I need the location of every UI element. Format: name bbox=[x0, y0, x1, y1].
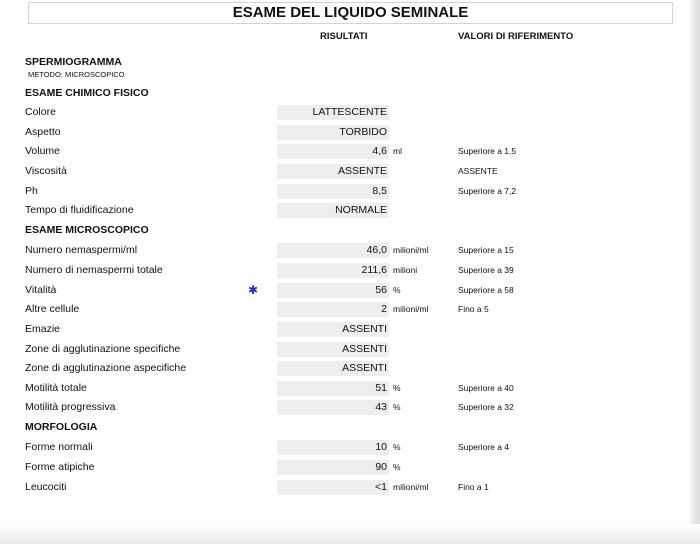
value-box bbox=[277, 263, 389, 278]
value-box bbox=[277, 125, 389, 140]
row-value: 43 bbox=[375, 401, 387, 413]
result-row bbox=[0, 203, 690, 218]
row-unit: % bbox=[393, 462, 401, 472]
result-row bbox=[0, 263, 690, 278]
row-label: Forme atipiche bbox=[25, 461, 95, 473]
value-box bbox=[277, 361, 389, 376]
section-esame-chimico-fisico: ESAME CHIMICO FISICO bbox=[25, 87, 149, 99]
row-unit: % bbox=[393, 383, 401, 393]
row-value: 46,0 bbox=[366, 244, 387, 256]
row-value: 8,5 bbox=[372, 185, 387, 197]
result-row bbox=[0, 460, 690, 475]
out-of-range-flag-icon: ✱ bbox=[248, 283, 259, 297]
row-reference: Superiore a 40 bbox=[458, 383, 514, 393]
row-reference: Superiore a 58 bbox=[458, 285, 514, 295]
result-row bbox=[0, 164, 690, 179]
value-box bbox=[277, 164, 389, 179]
row-label: Motilità progressiva bbox=[25, 401, 116, 413]
row-value: NORMALE bbox=[335, 204, 387, 216]
result-row bbox=[0, 361, 690, 376]
row-value: 10 bbox=[375, 441, 387, 453]
row-label: Vitalità bbox=[25, 284, 57, 296]
value-box bbox=[277, 322, 389, 337]
row-label: Numero di nemaspermi totale bbox=[25, 264, 163, 276]
result-row bbox=[0, 342, 690, 357]
row-label: Zone di agglutinazione aspecifiche bbox=[25, 362, 187, 374]
row-value: 2 bbox=[381, 303, 387, 315]
row-value: 211,6 bbox=[361, 264, 387, 276]
row-reference: Superiore a 32 bbox=[458, 402, 514, 412]
row-unit: % bbox=[393, 285, 401, 295]
value-box bbox=[277, 302, 389, 317]
row-unit: milioni/ml bbox=[393, 304, 429, 314]
value-box bbox=[277, 400, 389, 415]
method-note: METODO: MICROSCOPICO bbox=[28, 70, 125, 79]
value-box bbox=[277, 144, 389, 159]
row-unit: milioni/ml bbox=[393, 245, 429, 255]
value-box bbox=[277, 243, 389, 258]
result-row bbox=[0, 322, 690, 337]
row-value: LATTESCENTE bbox=[312, 106, 387, 118]
page-bottom-shadow bbox=[0, 524, 700, 544]
row-value: ASSENTE bbox=[337, 165, 387, 177]
row-reference: Superiore a 4 bbox=[458, 442, 510, 452]
row-label: Leucociti bbox=[25, 481, 67, 493]
row-reference: ASSENTE bbox=[458, 166, 498, 176]
row-label: Viscosità bbox=[25, 165, 67, 177]
row-reference: Fino a 5 bbox=[458, 304, 489, 314]
result-row bbox=[0, 283, 690, 298]
value-box bbox=[277, 381, 389, 396]
result-row bbox=[0, 243, 690, 258]
row-value: 51 bbox=[375, 382, 387, 394]
row-label: Colore bbox=[25, 106, 56, 118]
page-edge-shadow bbox=[690, 0, 700, 544]
row-unit: ml bbox=[393, 146, 402, 156]
row-label: Emazie bbox=[25, 323, 61, 335]
value-box bbox=[277, 283, 389, 298]
row-unit: % bbox=[393, 442, 401, 452]
result-row bbox=[0, 144, 690, 159]
row-label: Ph bbox=[25, 185, 38, 197]
result-row bbox=[0, 184, 690, 199]
row-value: 56 bbox=[375, 284, 387, 296]
row-reference: Superiore a 15 bbox=[458, 245, 514, 255]
row-label: Motilità totale bbox=[25, 382, 87, 394]
row-unit: milioni bbox=[393, 265, 418, 275]
value-box bbox=[277, 184, 389, 199]
row-value: <1 bbox=[375, 481, 387, 493]
row-label: Aspetto bbox=[25, 126, 61, 138]
result-row bbox=[0, 440, 690, 455]
result-row bbox=[0, 381, 690, 396]
row-unit: % bbox=[393, 402, 401, 412]
section-morfologia: MORFOLOGIA bbox=[25, 421, 98, 433]
value-box bbox=[277, 105, 389, 120]
row-label: Altre cellule bbox=[25, 303, 80, 315]
value-box bbox=[277, 460, 389, 475]
row-value: TORBIDO bbox=[339, 126, 387, 138]
row-reference: Superiore a 39 bbox=[458, 265, 514, 275]
result-row bbox=[0, 302, 690, 317]
row-value: 90 bbox=[375, 461, 387, 473]
results-column-header: RISULTATI bbox=[320, 31, 368, 42]
row-label: Tempo di fluidificazione bbox=[25, 204, 134, 216]
row-value: ASSENTI bbox=[342, 343, 387, 355]
row-reference: Superiore a 1,5 bbox=[458, 146, 517, 156]
value-box bbox=[277, 480, 389, 495]
value-box bbox=[277, 342, 389, 357]
row-reference: Fino a 1 bbox=[458, 482, 489, 492]
value-box bbox=[277, 203, 389, 218]
row-reference: Superiore a 7,2 bbox=[458, 186, 517, 196]
row-label: Volume bbox=[25, 145, 61, 157]
row-value: ASSENTI bbox=[342, 323, 387, 335]
row-value: ASSENTI bbox=[342, 362, 387, 374]
row-unit: milioni/ml bbox=[393, 482, 429, 492]
row-label: Numero nemaspermi/ml bbox=[25, 244, 138, 256]
row-label: Forme normali bbox=[25, 441, 93, 453]
result-row bbox=[0, 400, 690, 415]
row-label: Zone di agglutinazione specifiche bbox=[25, 343, 181, 355]
section-esame-microscopico: ESAME MICROSCOPICO bbox=[25, 224, 149, 236]
reference-column-header: VALORI DI RIFERIMENTO bbox=[458, 31, 574, 42]
value-box bbox=[277, 440, 389, 455]
result-row bbox=[0, 125, 690, 140]
report-title: ESAME DEL LIQUIDO SEMINALE bbox=[28, 2, 673, 24]
result-row bbox=[0, 480, 690, 495]
row-value: 4,6 bbox=[372, 145, 387, 157]
result-row bbox=[0, 105, 690, 120]
section-spermiogramma: SPERMIOGRAMMA bbox=[25, 56, 122, 68]
